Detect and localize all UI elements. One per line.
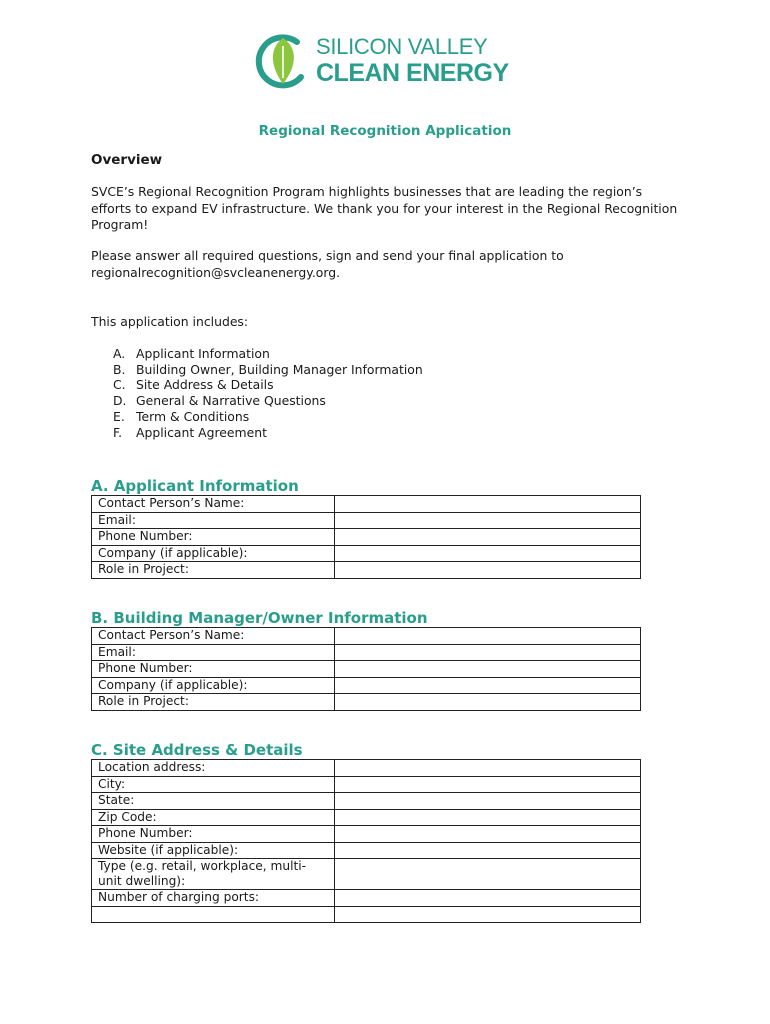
building-owner-table (91, 627, 641, 711)
contents-list (91, 346, 423, 440)
field-label: Role in Project: (92, 694, 335, 711)
field-label: Location address: (92, 760, 335, 777)
field-value-cell[interactable] (335, 661, 641, 678)
logo-wordmark-line1: SILICON VALLEY (316, 34, 488, 59)
field-value-cell[interactable] (335, 793, 641, 810)
field-label: Phone Number: (92, 529, 335, 546)
field-label: Zip Code: (92, 809, 335, 826)
logo-wordmark-line2: CLEAN ENERGY (316, 59, 509, 87)
contents-label: General & Narrative Questions (136, 393, 326, 409)
field-label: State: (92, 793, 335, 810)
contents-list-item (91, 362, 423, 378)
form-row (92, 677, 641, 694)
field-label: Number of charging ports: (92, 890, 335, 907)
site-address-table (91, 759, 641, 923)
instructions-paragraph: Please answer all required questions, sign and send your final application to regionalrecognition@svcleanenergy.org. (91, 248, 564, 280)
document-title: Regional Recognition Application (258, 123, 512, 139)
contents-label: Applicant Information (136, 346, 270, 361)
form-row (92, 826, 641, 843)
field-value-cell[interactable] (335, 842, 641, 859)
form-row (92, 809, 641, 826)
applicant-information-table (91, 495, 641, 579)
contents-letter: F. (113, 424, 123, 440)
field-value-cell[interactable] (335, 529, 641, 546)
field-value-cell[interactable] (335, 694, 641, 711)
field-label: Company (if applicable): (92, 677, 335, 694)
contents-list-item (91, 393, 423, 409)
field-value-cell[interactable] (335, 906, 641, 923)
form-row (92, 545, 641, 562)
form-row (92, 628, 641, 645)
overview-heading: Overview (91, 152, 163, 168)
field-value-cell[interactable] (335, 628, 641, 645)
form-row (92, 512, 641, 529)
leaf-logo-icon (252, 32, 312, 92)
contents-label: Building Owner, Building Manager Information (136, 361, 423, 377)
field-label (92, 906, 335, 923)
field-value-cell[interactable] (335, 760, 641, 777)
form-row (92, 793, 641, 810)
contents-letter: A. (113, 346, 126, 361)
intro-paragraph: SVCE’s Regional Recognition Program highlights businesses that are leading the region’s efforts to expand EV infrastructure. We thank you for your interest in the Regional Recognition Program! (91, 184, 678, 232)
field-label: Phone Number: (92, 661, 335, 678)
field-value-cell[interactable] (335, 496, 641, 513)
form-row (92, 842, 641, 859)
field-label: Contact Person’s Name: (92, 496, 335, 513)
contents-letter: E. (113, 408, 125, 424)
svce-logo (252, 30, 522, 96)
form-row (92, 496, 641, 513)
form-row (92, 562, 641, 579)
field-value-cell[interactable] (335, 776, 641, 793)
field-value-cell[interactable] (335, 859, 641, 890)
form-row (92, 890, 641, 907)
form-row (92, 760, 641, 777)
field-value-cell[interactable] (335, 826, 641, 843)
contents-label: Applicant Agreement (136, 424, 267, 440)
form-row (92, 661, 641, 678)
field-label: Type (e.g. retail, workplace, multi-unit dwelling): (92, 859, 335, 890)
field-label: Role in Project: (92, 562, 335, 579)
section-a-heading: A. Applicant Information (91, 477, 299, 495)
field-label: Phone Number: (92, 826, 335, 843)
field-value-cell[interactable] (335, 809, 641, 826)
contents-letter: B. (113, 361, 126, 377)
field-value-cell[interactable] (335, 890, 641, 907)
includes-intro: This application includes: (91, 314, 249, 329)
section-b-heading: B. Building Manager/Owner Information (91, 609, 428, 627)
field-label: Email: (92, 644, 335, 661)
contents-list-item (91, 346, 423, 362)
field-value-cell[interactable] (335, 512, 641, 529)
form-row (92, 776, 641, 793)
contents-letter: C. (113, 377, 126, 393)
contents-label: Site Address & Details (136, 377, 274, 393)
contents-letter: D. (113, 393, 127, 409)
form-row (92, 859, 641, 890)
field-label: Company (if applicable): (92, 545, 335, 562)
field-label: City: (92, 776, 335, 793)
field-label: Contact Person’s Name: (92, 628, 335, 645)
field-value-cell[interactable] (335, 562, 641, 579)
form-row (92, 906, 641, 923)
section-c-heading: C. Site Address & Details (91, 741, 303, 759)
field-value-cell[interactable] (335, 677, 641, 694)
contents-list-item (91, 425, 423, 441)
contents-list-item (91, 409, 423, 425)
form-row (92, 644, 641, 661)
field-label: Email: (92, 512, 335, 529)
contents-list-item (91, 377, 423, 393)
field-value-cell[interactable] (335, 644, 641, 661)
field-label: Website (if applicable): (92, 842, 335, 859)
field-value-cell[interactable] (335, 545, 641, 562)
form-row (92, 694, 641, 711)
contents-label: Term & Conditions (136, 408, 250, 424)
form-row (92, 529, 641, 546)
